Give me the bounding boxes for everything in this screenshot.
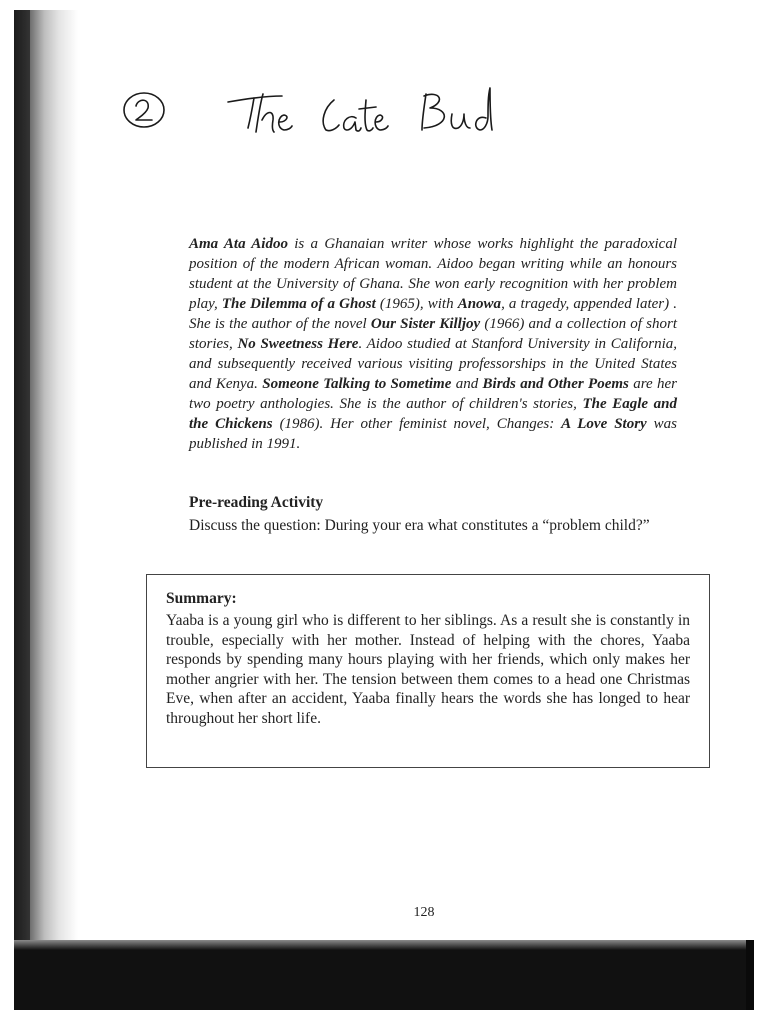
work-title: No Sweetness Here — [237, 336, 359, 352]
pre-reading-question: Discuss the question: During your era what constitutes a “problem child?” — [189, 517, 650, 534]
handwritten-d — [476, 88, 492, 130]
work-title: The Eagle and the Chickens — [189, 396, 677, 432]
handwritten-b — [422, 94, 444, 130]
work-title: The Dilemma of a Ghost — [221, 296, 376, 312]
pre-reading-heading: Pre-reading Activity — [189, 494, 324, 511]
handwritten-t-stem — [248, 98, 254, 128]
scan-bottom-shadow — [14, 940, 754, 1010]
work-title: Anowa — [457, 296, 502, 312]
handwritten-a — [344, 117, 361, 131]
page-number: 128 — [413, 905, 435, 920]
work-title: Birds and Other Poems — [482, 376, 629, 392]
handwritten-number — [136, 100, 152, 120]
work-title: Our Sister Killjoy — [370, 316, 481, 332]
scan-edge — [746, 940, 754, 1010]
author-name: Ama Ata Aidoo — [189, 236, 288, 252]
handwritten-circle — [124, 93, 164, 127]
summary-heading: Summary: — [166, 590, 237, 607]
handwritten-title — [120, 82, 540, 152]
handwritten-h — [256, 94, 274, 132]
handwritten-e — [279, 115, 292, 130]
work-title: Someone Talking to Sometime — [262, 376, 452, 392]
summary-text: Yaaba is a young girl who is different to her siblings. As a result she is constantly in trouble, especially with her mother. Instead of helping with the chores, Yaaba responds by spending many hours playing with her friends, which only makes her mother angrier with her. The tension between them comes to a head one Christmas Eve, when after an accident, Yaaba finally hears the words she has longed to hear throughout her short life. — [166, 612, 690, 727]
handwritten-u — [451, 114, 470, 128]
author-biography: Ama Ata Aidoo is a Ghanaian writer whose works highlight the paradoxical position of the modern African woman. Aidoo began writing while an honours student at the University of Ghana. She won early recognition with her problem play, The Dilemma of a Ghost (1965), with Anowa, a tragedy, appended later) . She is the author of the novel Our Sister Killjoy (1966) and a collection of short stories, No Sweetness Here. Aidoo studied at Stanford University in California, and subsequently received various visiting professorships in the United States and Kenya. Someone Talking to Sometime and Birds and Other Poems are her two poetry anthologies. She is the author of children's stories, The Eagle and the Chickens (1986). Her other feminist novel, Changes: A Love Story was published in 1991. — [189, 236, 678, 452]
handwritten-e2 — [375, 115, 388, 130]
page-gutter-shading — [30, 10, 78, 945]
handwritten-t-bar — [228, 96, 282, 102]
handwritten-l — [323, 100, 339, 131]
handwritten-t — [359, 100, 376, 131]
work-title: A Love Story — [561, 416, 647, 432]
